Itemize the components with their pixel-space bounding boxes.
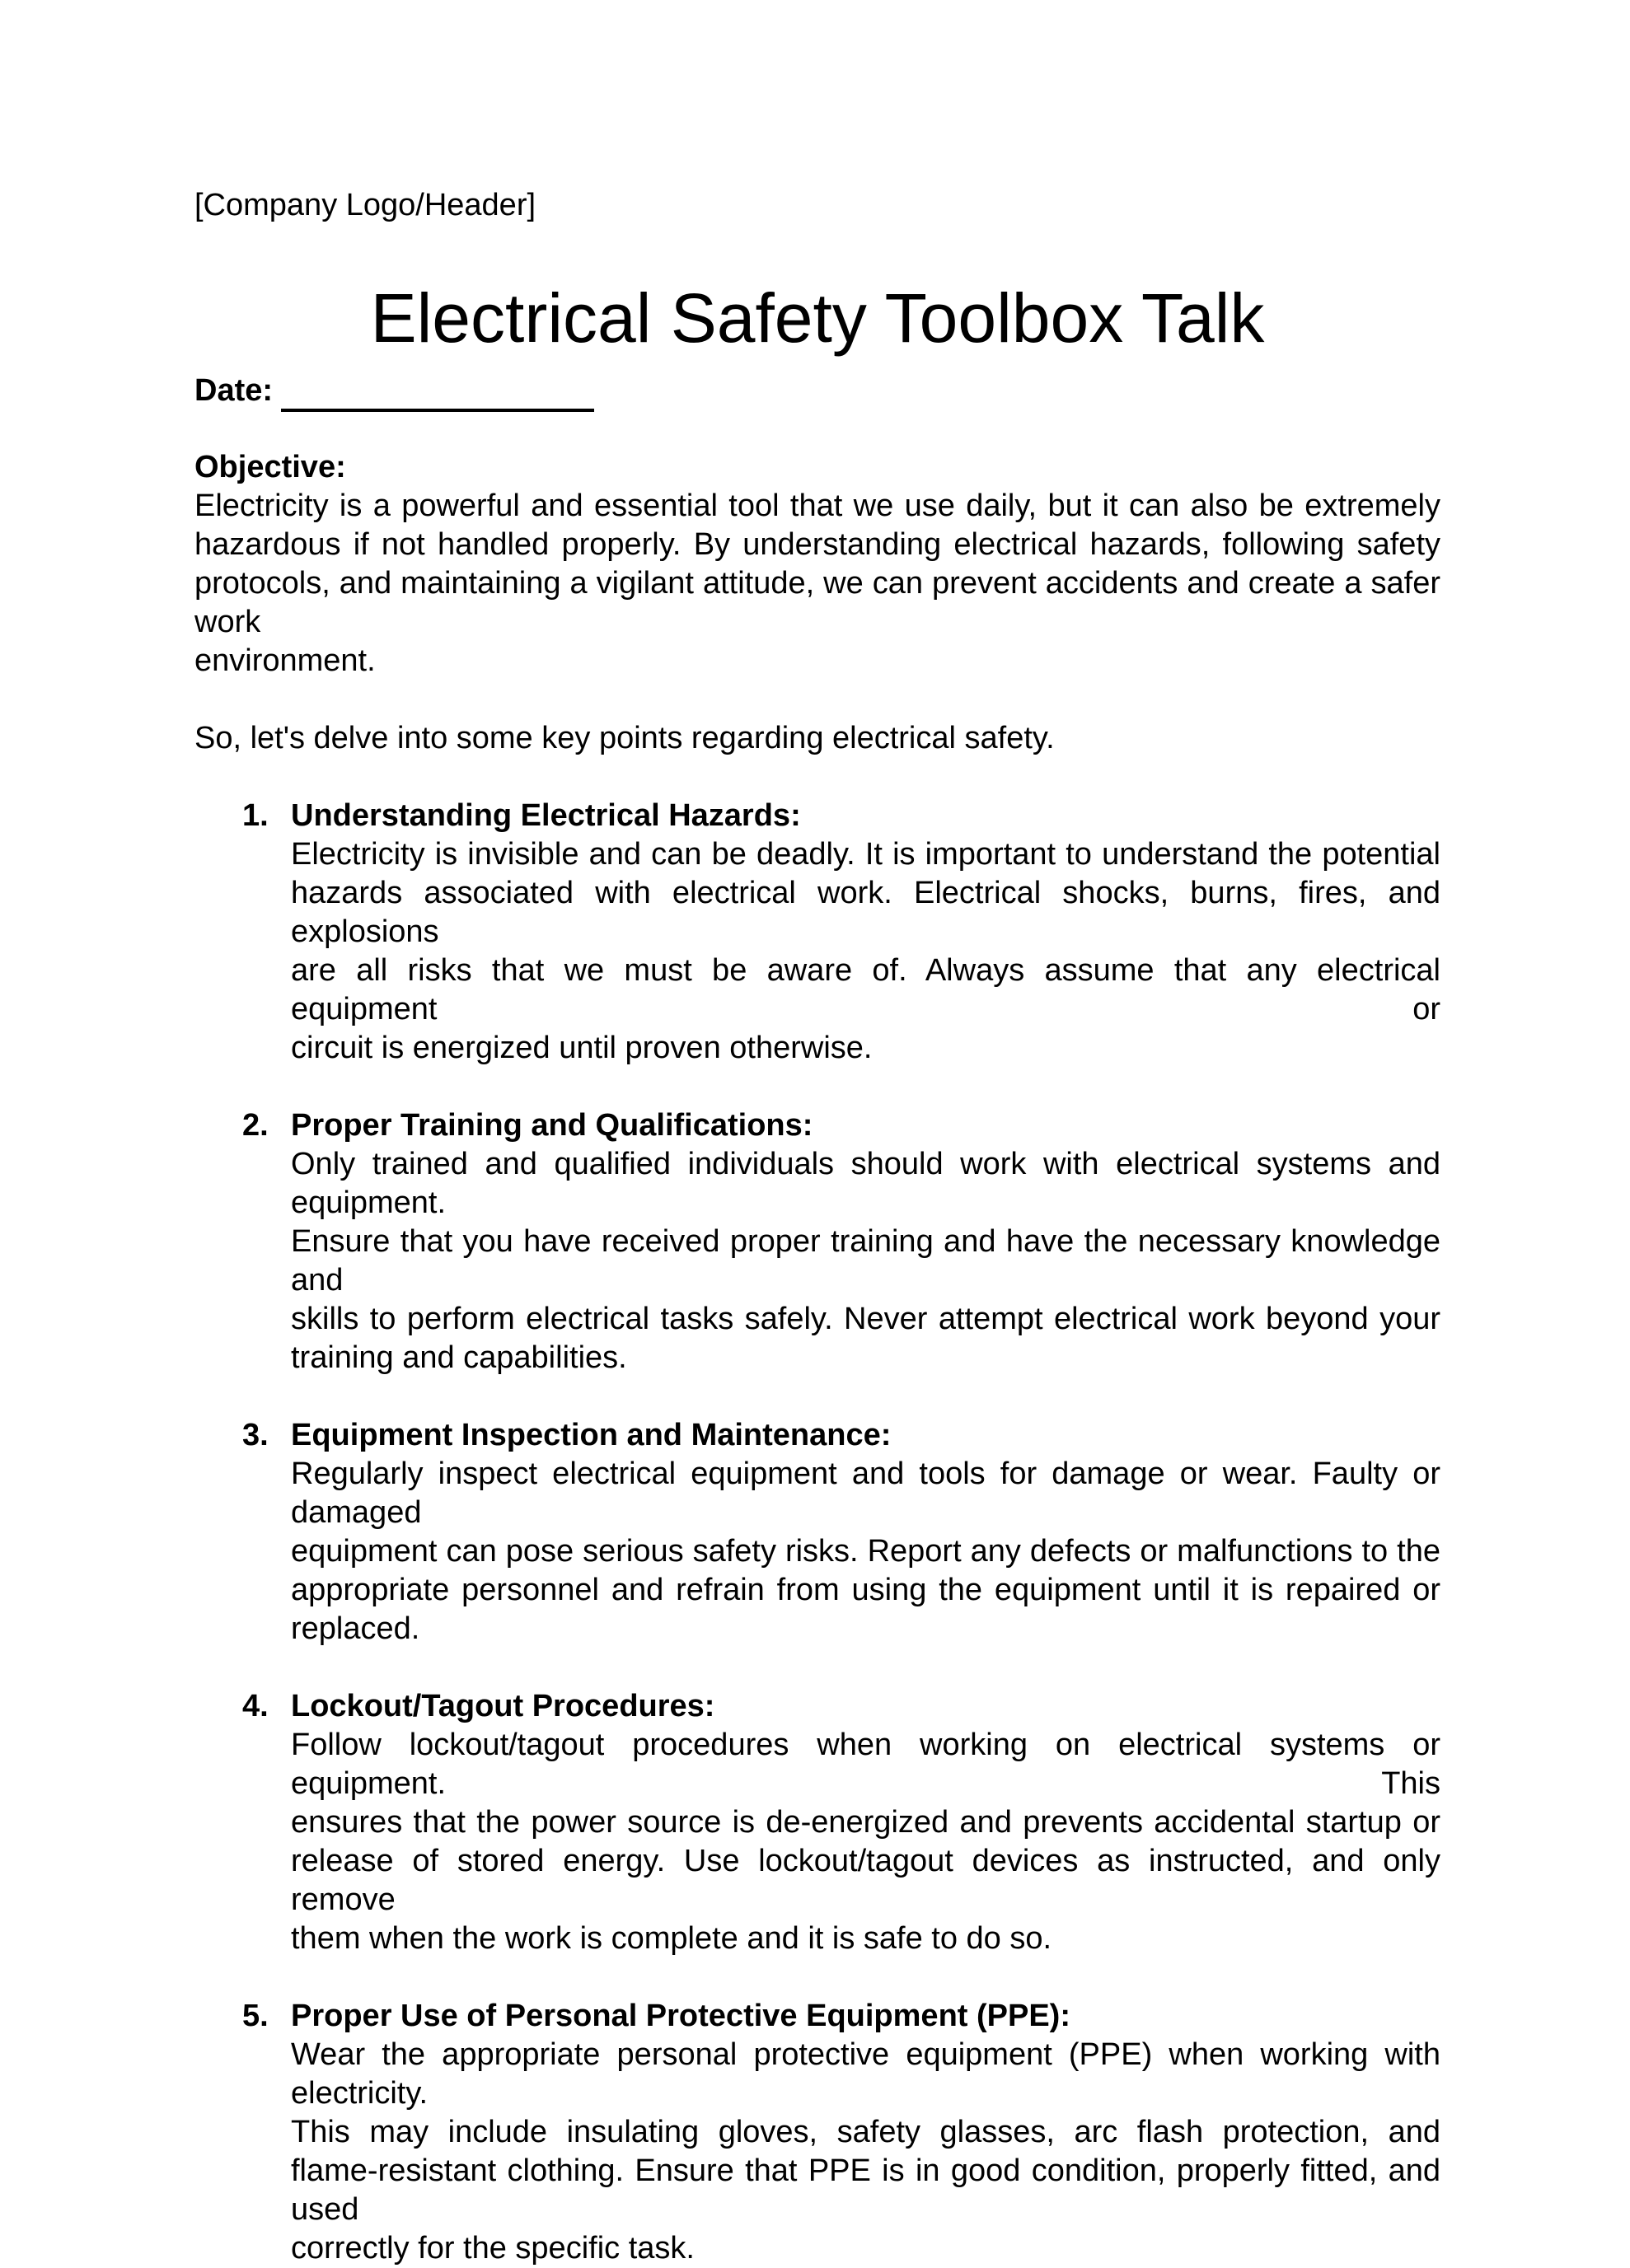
text-line: replaced.	[291, 1611, 420, 1646]
text-line: protocols, and maintaining a vigilant attitude, we can prevent accidents and create a safer work	[194, 566, 1440, 639]
text-line: Electricity is a powerful and essential tool that we use daily, but it can also be extremely	[194, 489, 1440, 523]
item-body	[291, 2036, 1440, 2268]
text-line: This may include insulating gloves, safety glasses, arc flash protection, and	[291, 2115, 1440, 2149]
company-header-placeholder: [Company Logo/Header]	[194, 188, 536, 222]
date-blank-underline	[281, 409, 594, 412]
text-line: Electricity is invisible and can be deadly. It is important to understand the potential	[291, 837, 1440, 872]
item-number: 1.	[242, 798, 269, 833]
item-heading: Proper Use of Personal Protective Equipment (PPE):	[291, 1999, 1070, 2033]
item-heading: Proper Training and Qualifications:	[291, 1108, 813, 1143]
item-number: 2.	[242, 1108, 269, 1143]
document-title: Electrical Safety Toolbox Talk	[370, 279, 1265, 357]
objective-heading: Objective:	[194, 450, 346, 484]
list-item-1	[194, 797, 1440, 1068]
text-line: correctly for the specific task.	[291, 2231, 695, 2266]
text-line: training and capabilities.	[291, 1340, 627, 1375]
text-line: circuit is energized until proven otherwise.	[291, 1031, 873, 1065]
list-item-3	[194, 1416, 1440, 1648]
item-number: 4.	[242, 1689, 269, 1723]
text-line: hazardous if not handled properly. By understanding electrical hazards, following safety	[194, 527, 1440, 562]
list-item-2	[194, 1106, 1440, 1377]
item-heading: Lockout/Tagout Procedures:	[291, 1689, 715, 1723]
date-row	[194, 372, 1440, 410]
text-line: Wear the appropriate personal protective equipment (PPE) when working with electricity.	[291, 2037, 1440, 2111]
objective-paragraph	[194, 487, 1440, 680]
item-heading: Equipment Inspection and Maintenance:	[291, 1418, 892, 1452]
item-number: 5.	[242, 1999, 269, 2033]
item-body	[291, 835, 1440, 1068]
list-item-4	[194, 1687, 1440, 1958]
text-line: release of stored energy. Use lockout/tagout devices as instructed, and only remove	[291, 1844, 1440, 1917]
item-body	[291, 1455, 1440, 1648]
text-line: skills to perform electrical tasks safely. Never attempt electrical work beyond your	[291, 1302, 1440, 1336]
text-line: ensures that the power source is de-energized and prevents accidental startup or	[291, 1805, 1440, 1840]
text-line: Regularly inspect electrical equipment and tools for damage or wear. Faulty or damaged	[291, 1457, 1440, 1530]
text-line: Ensure that you have received proper training and have the necessary knowledge and	[291, 1224, 1440, 1298]
date-label: Date:	[194, 373, 274, 408]
text-line: them when the work is complete and it is safe to do so.	[291, 1921, 1052, 1956]
text-line: appropriate personnel and refrain from using the equipment until it is repaired or	[291, 1573, 1440, 1607]
text-line: Follow lockout/tagout procedures when working on electrical systems or equipment. This	[291, 1728, 1440, 1801]
list-item-5	[194, 1997, 1440, 2268]
item-body	[291, 1726, 1440, 1958]
text-line: hazards associated with electrical work. Electrical shocks, burns, fires, and explosions	[291, 876, 1440, 949]
item-heading: Understanding Electrical Hazards:	[291, 798, 801, 833]
intro-text: So, let's delve into some key points regarding electrical safety.	[194, 721, 1055, 755]
text-line: flame-resistant clothing. Ensure that PPE is in good condition, properly fitted, and used	[291, 2153, 1440, 2227]
item-number: 3.	[242, 1418, 269, 1452]
text-line: environment.	[194, 643, 376, 678]
text-line: equipment can pose serious safety risks. Report any defects or malfunctions to the	[291, 1534, 1440, 1569]
item-body	[291, 1145, 1440, 1377]
text-line: Only trained and qualified individuals should work with electrical systems and equipment.	[291, 1147, 1440, 1220]
text-line: are all risks that we must be aware of. Always assume that any electrical equipment or	[291, 953, 1440, 1026]
